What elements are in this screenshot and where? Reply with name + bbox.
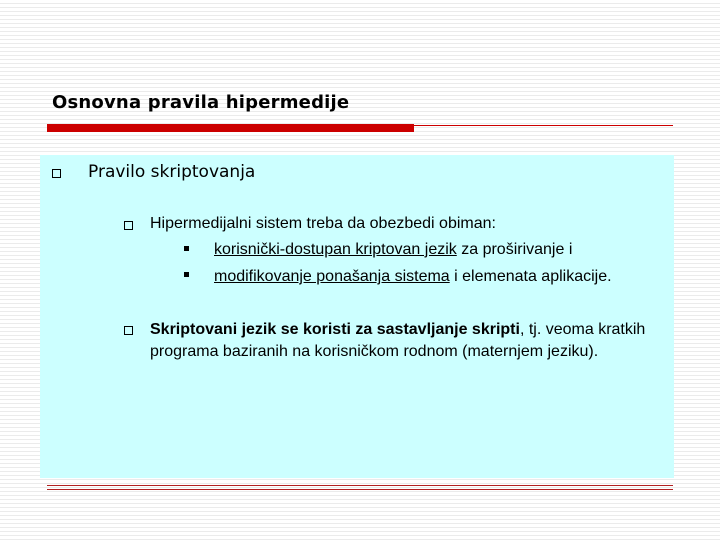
bullet-heading: Pravilo skriptovanja — [88, 162, 256, 182]
hollow-square-bullet-icon — [124, 221, 133, 230]
sub-item-underlined: modifikovanje ponašanja sistema — [214, 268, 450, 285]
hollow-square-bullet-icon — [52, 169, 61, 178]
slide-title: Osnovna pravila hipermedije — [52, 92, 350, 113]
filled-square-bullet-icon — [184, 246, 189, 251]
title-rule-thin — [414, 125, 673, 126]
title-rule-thick — [47, 124, 414, 132]
content-box — [40, 155, 674, 478]
bullet-item-text: Hipermedijalni sistem treba da obezbedi obiman: — [150, 215, 496, 232]
sub-item — [214, 239, 572, 261]
bullet-paragraph — [150, 319, 670, 363]
footer-rule-bottom — [47, 489, 673, 490]
sub-item — [214, 266, 612, 288]
paragraph-bold: Skriptovani jezik se koristi za sastavljanje skripti — [150, 321, 520, 338]
sub-item-rest: za proširivanje i — [456, 241, 573, 258]
paragraph-rest: , tj. veoma kratkih programa baziranih na korisničkom rodnom (maternjem jeziku). — [150, 321, 646, 360]
sub-item-underlined: korisnički-dostupan kriptovan jezik — [214, 241, 457, 258]
hollow-square-bullet-icon — [124, 326, 133, 335]
sub-item-rest: i elemenata aplikacije. — [449, 268, 612, 285]
footer-rule-top — [47, 485, 673, 486]
filled-square-bullet-icon — [184, 272, 189, 277]
